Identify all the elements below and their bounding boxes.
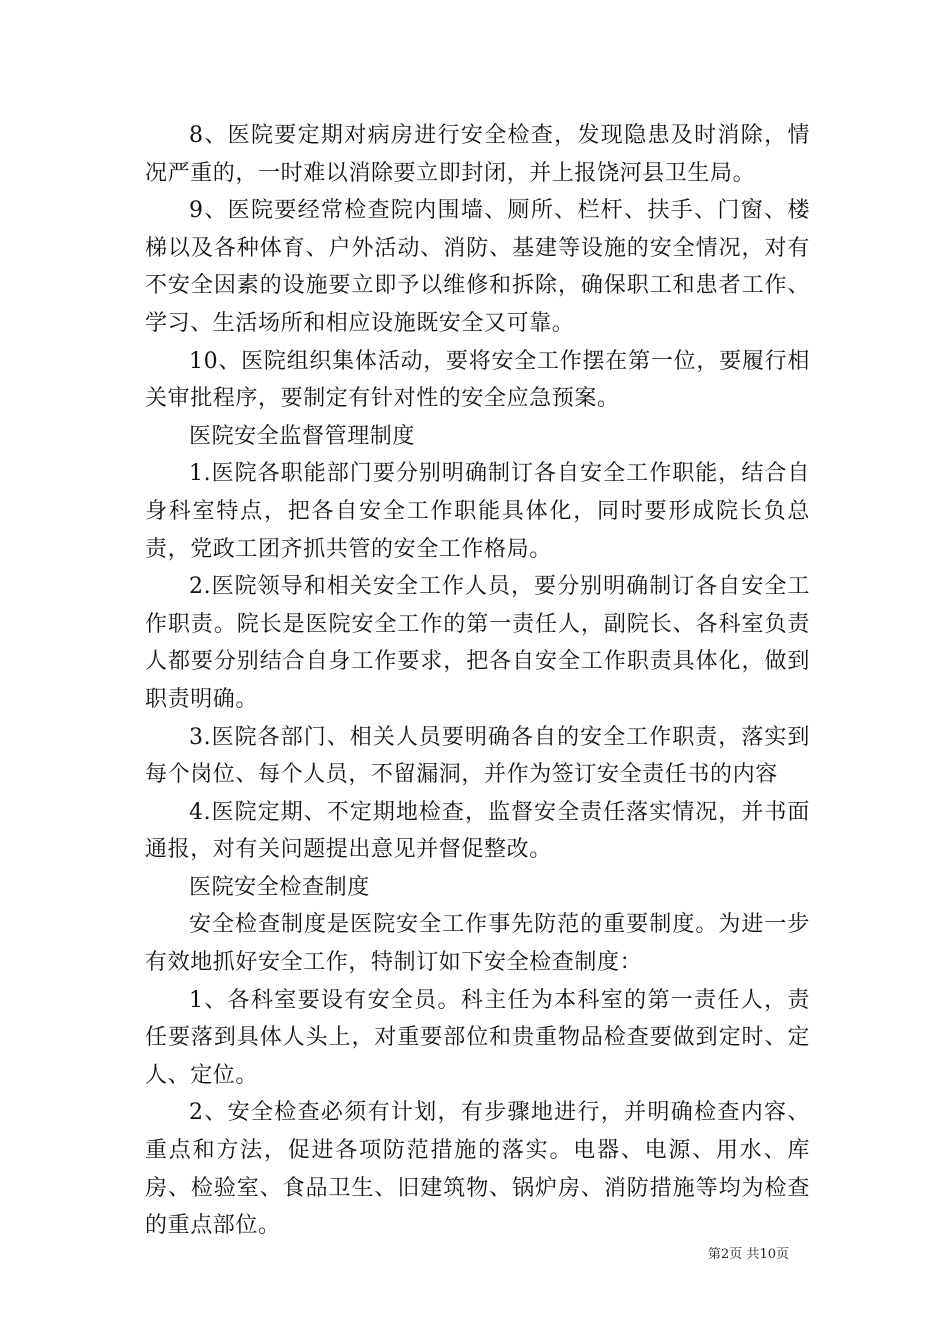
footer-suffix: 页: [775, 1247, 789, 1262]
paragraph-item-10: 10、医院组织集体活动，要将安全工作摆在第一位，要履行相关审批程序，要制定有针对性的安全应急预案。: [145, 348, 810, 412]
paragraph-supervision-2: 2.医院领导和相关安全工作人员，要分别明确制订各自安全工作职责。院长是医院安全工作的第一责任人，副院长、各科室负责人都要分别结合自身工作要求，把各自安全工作职责具体化，做到职责明确。: [145, 574, 810, 712]
footer-prefix: 第: [708, 1247, 722, 1262]
paragraph-supervision-1: 1.医院各职能部门要分别明确制订各自安全工作职能，结合自身科室特点，把各自安全工作职能具体化，同时要形成院长负总责，党政工团齐抓共管的安全工作格局。: [145, 461, 810, 562]
paragraph-item-8: 8、医院要定期对病房进行安全检查，发现隐患及时消除，情况严重的，一时难以消除要立即封闭，并上报饶河县卫生局。: [145, 123, 810, 186]
section-heading-inspection: 医院安全检查制度: [189, 874, 370, 900]
footer-middle: 页 共: [729, 1247, 760, 1262]
paragraph-inspection-1: 1、各科室要设有安全员。科主任为本科室的第一责任人，责任要落到具体人头上，对重要部位和贵重物品检查要做到定时、定人、定位。: [145, 987, 810, 1088]
section-heading-supervision: 医院安全监督管理制度: [189, 423, 416, 449]
footer-total-pages: 10: [759, 1247, 776, 1262]
paragraph-supervision-4: 4.医院定期、不定期地检查，监督安全责任落实情况，并书面通报，对有关问题提出意见并督促整改。: [145, 799, 810, 863]
paragraph-supervision-3: 3.医院各部门、相关人员要明确各自的安全工作职责，落实到每个岗位、每个人员，不留漏洞，并作为签订安全责任书的内容: [145, 724, 810, 788]
paragraph-inspection-2: 2、安全检查必须有计划，有步骤地进行，并明确检查内容、重点和方法，促进各项防范措施的落实。电器、电源、用水、库房、检验室、食品卫生、旧建筑物、锅炉房、消防措施等均为检查的重点部位。: [145, 1100, 810, 1239]
page-footer: [708, 1247, 789, 1263]
paragraph-item-9: 9、医院要经常检查院内围墙、厕所、栏杆、扶手、门窗、楼梯以及各种体育、户外活动、消防、基建等设施的安全情况，对有不安全因素的设施要立即予以维修和拆除，确保职工和患者工作、学习、生活场所和相应设施既安全又可靠。: [145, 198, 810, 336]
paragraph-inspection-intro: 安全检查制度是医院安全工作事先防范的重要制度。为进一步有效地抓好安全工作，特制订如下安全检查制度：: [145, 912, 810, 976]
document-body: [145, 117, 810, 1245]
footer-current-page: 2: [721, 1247, 730, 1262]
